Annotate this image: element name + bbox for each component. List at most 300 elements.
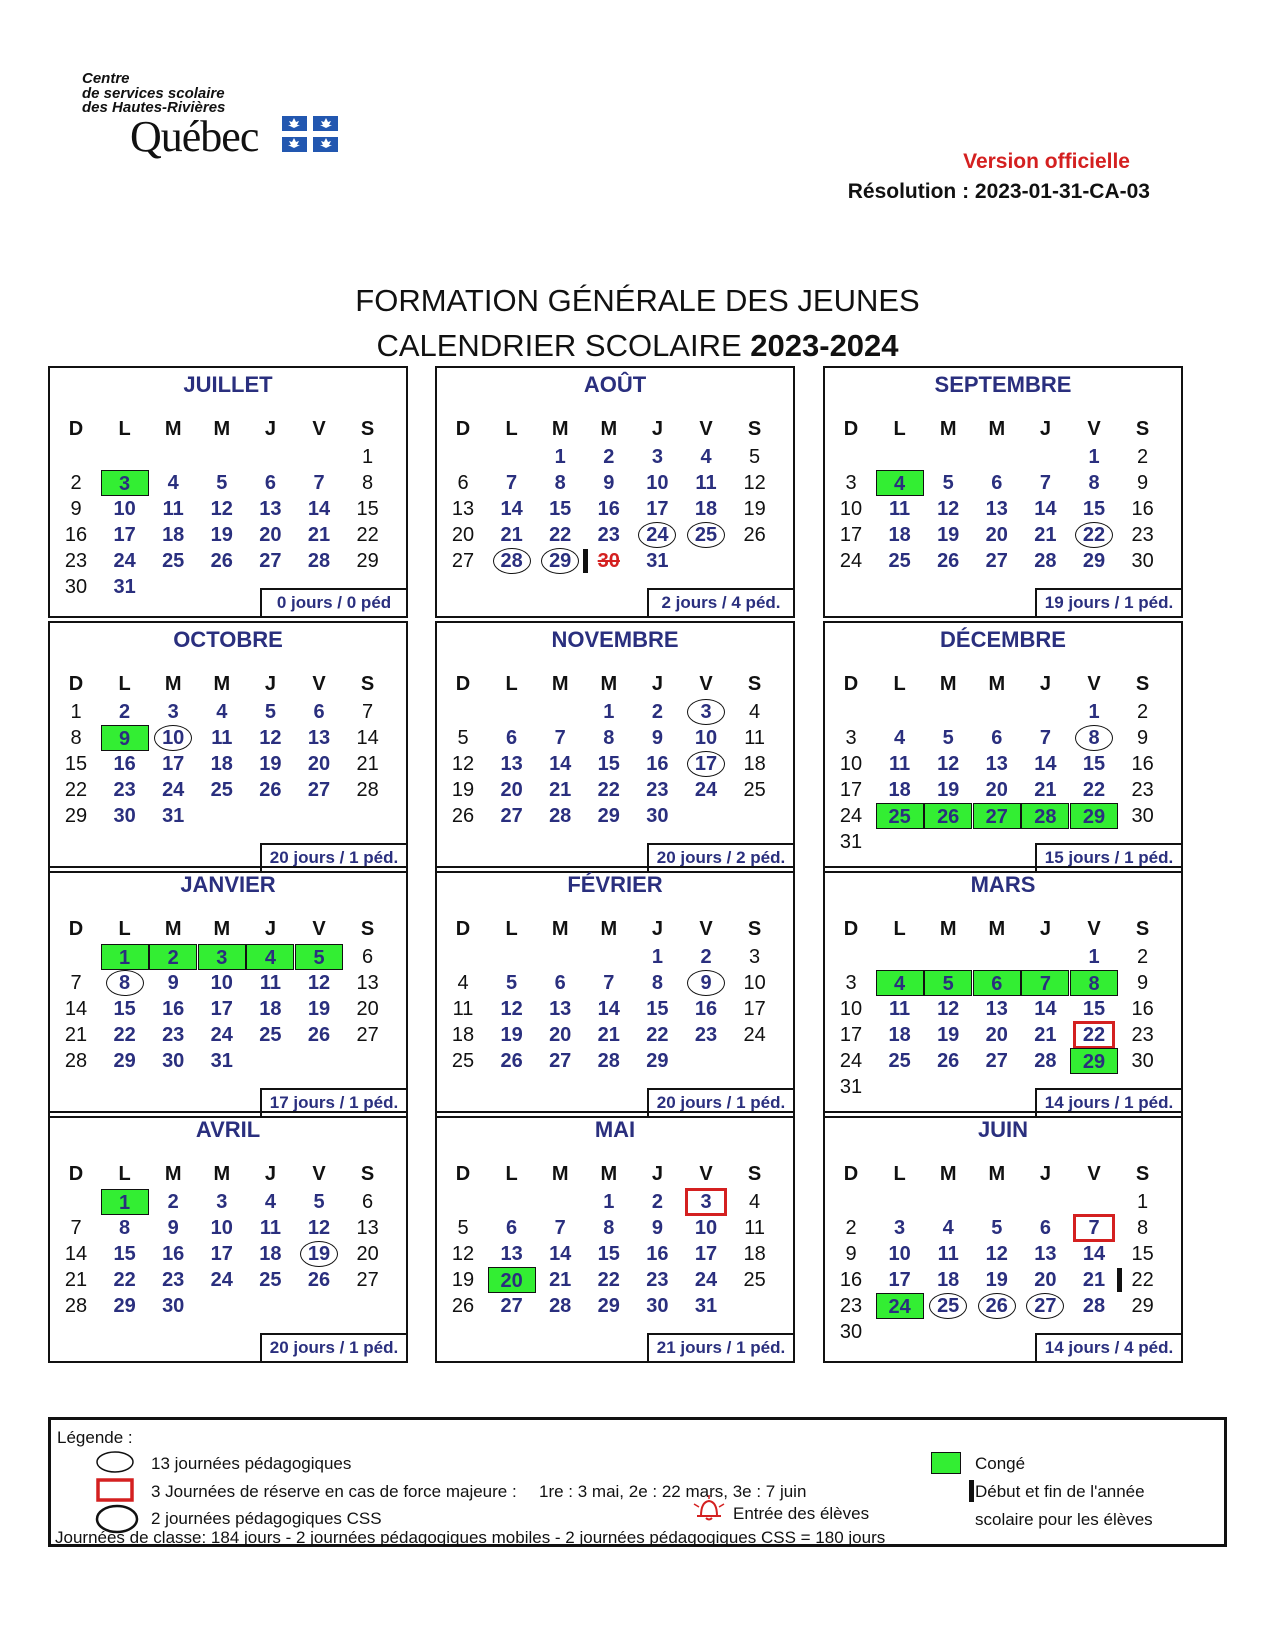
day-cell: 30 — [1131, 550, 1154, 572]
day-cell: 16 — [694, 998, 718, 1020]
day-cell: 24 — [162, 779, 185, 801]
weekday-header: M — [939, 918, 957, 940]
month-box — [823, 366, 1183, 618]
day-cell: 11 — [259, 1217, 281, 1239]
day-cell: 20 — [259, 524, 282, 546]
day-cell: 4 — [216, 701, 228, 723]
day-cell: 6 — [362, 946, 374, 968]
day-cell: 21 — [1082, 1269, 1106, 1291]
day-cell: 15 — [1082, 753, 1106, 775]
month-box — [48, 366, 408, 618]
day-cell: 28 — [549, 805, 572, 827]
day-cell: 22 — [356, 524, 379, 546]
day-cell: 3 — [749, 946, 761, 968]
day-cell: 13 — [549, 998, 572, 1020]
day-cell: 5 — [313, 1191, 325, 1213]
day-cell: 12 — [500, 998, 523, 1020]
day-cell: 29 — [64, 805, 88, 827]
day-cell: 15 — [113, 998, 136, 1020]
day-cell: 26 — [259, 779, 282, 801]
day-cell: 30 — [597, 550, 620, 572]
weekday-header: J — [651, 673, 663, 695]
day-cell: 1 — [70, 701, 82, 723]
day-cell: 1 — [554, 446, 566, 468]
day-cell: 13 — [1034, 1243, 1057, 1265]
day-cell: 2 — [1137, 946, 1149, 968]
day-cell: 2 — [1137, 701, 1149, 723]
day-cell: 17 — [113, 524, 136, 546]
day-cell: 11 — [211, 727, 233, 749]
day-cell: 6 — [991, 727, 1003, 749]
day-cell: 27 — [1021, 1293, 1069, 1319]
day-cell: 21 — [1034, 524, 1057, 546]
day-cell: 20 — [985, 1024, 1008, 1046]
day-cell: 9 — [101, 725, 149, 751]
day-cell: 13 — [985, 498, 1008, 520]
month-box — [435, 366, 795, 618]
month-name: NOVEMBRE — [551, 627, 679, 652]
day-cell: 3 — [845, 472, 857, 494]
weekday-header: D — [843, 418, 859, 440]
day-cell: 7 — [1070, 1215, 1118, 1241]
legend-debut-fin-2: scolaire pour les élèves — [975, 1510, 1153, 1529]
weekday-header: L — [893, 1163, 906, 1185]
day-cell: 28 — [1082, 1295, 1106, 1317]
day-cell: 26 — [451, 805, 475, 827]
day-cell: 12 — [307, 972, 331, 994]
day-cell: 1 — [651, 946, 663, 968]
day-cell: 25 — [888, 1050, 911, 1072]
quebec-flag-icon — [282, 116, 338, 152]
day-cell: 16 — [1131, 998, 1154, 1020]
month-box — [823, 866, 1183, 1118]
day-cell: 20 — [1034, 1269, 1057, 1291]
weekday-header: S — [1135, 1163, 1150, 1185]
weekday-header: D — [68, 418, 84, 440]
day-cell: 4 — [876, 470, 924, 496]
day-cell: 18 — [259, 998, 282, 1020]
day-cell: 19 — [937, 779, 960, 801]
day-cell: 22 — [113, 1024, 136, 1046]
day-cell: 6 — [554, 972, 566, 994]
day-cell: 5 — [942, 727, 954, 749]
day-cell: 25 — [888, 550, 911, 572]
day-cell: 3 — [682, 1189, 730, 1215]
day-cell: 23 — [64, 550, 88, 572]
day-cell: 13 — [985, 998, 1008, 1020]
day-cell: 29 — [1131, 1295, 1154, 1317]
day-cell: 21 — [549, 779, 572, 801]
day-cell: 26 — [451, 1295, 475, 1317]
day-cell: 10 — [646, 472, 669, 494]
day-cell: 7 — [313, 472, 325, 494]
day-cell: 4 — [700, 446, 712, 468]
day-cell: 18 — [888, 779, 911, 801]
day-cell: 23 — [162, 1024, 185, 1046]
day-cell: 24 — [839, 550, 863, 572]
month-summary: 14 jours / 1 péd. — [1035, 1088, 1183, 1118]
day-cell: 5 — [991, 1217, 1003, 1239]
weekday-header: M — [213, 918, 231, 940]
day-cell: 2 — [149, 944, 197, 970]
day-cell: 13 — [451, 498, 475, 520]
day-cell: 27 — [500, 1295, 523, 1317]
day-cell: 25 — [451, 1050, 475, 1072]
day-cell: 2 — [700, 946, 712, 968]
day-cell: 23 — [839, 1295, 863, 1317]
day-cell: 14 — [549, 753, 572, 775]
day-cell: 25 — [876, 803, 924, 829]
day-cell: 31 — [839, 1076, 863, 1098]
day-cell: 28 — [1021, 803, 1069, 829]
day-cell: 4 — [749, 1191, 761, 1213]
day-cell: 11 — [889, 998, 911, 1020]
day-cell: 29 — [597, 1295, 620, 1317]
day-cell: 28 — [307, 550, 331, 572]
day-cell: 9 — [167, 972, 179, 994]
day-cell: 15 — [597, 753, 620, 775]
day-cell: 20 — [985, 524, 1008, 546]
weekday-header: S — [1135, 673, 1150, 695]
day-cell: 18 — [451, 1024, 475, 1046]
day-cell: 3 — [101, 470, 149, 496]
day-cell: 10 — [210, 1217, 233, 1239]
day-cell: 8 — [603, 727, 615, 749]
day-cell: 1 — [362, 446, 374, 468]
day-cell: 9 — [651, 1217, 663, 1239]
day-cell: 21 — [1034, 779, 1057, 801]
day-cell: 7 — [70, 1217, 82, 1239]
day-cell: 5 — [457, 727, 469, 749]
day-cell: 20 — [356, 1243, 379, 1265]
weekday-header: M — [551, 918, 569, 940]
day-cell: 23 — [646, 779, 669, 801]
day-cell: 30 — [113, 805, 136, 827]
day-cell: 7 — [603, 972, 615, 994]
day-cell: 29 — [536, 548, 584, 574]
day-cell: 26 — [210, 550, 233, 572]
day-cell: 27 — [356, 1269, 379, 1291]
weekday-header: M — [988, 1163, 1006, 1185]
day-cell: 27 — [451, 550, 475, 572]
weekday-header: J — [1039, 918, 1051, 940]
weekday-header: M — [600, 418, 618, 440]
day-cell: 31 — [210, 1050, 233, 1072]
day-cell: 2 — [845, 1217, 857, 1239]
day-cell: 28 — [597, 1050, 620, 1072]
day-cell: 24 — [839, 805, 863, 827]
day-cell: 5 — [457, 1217, 469, 1239]
weekday-header: L — [893, 918, 906, 940]
day-cell: 17 — [694, 1243, 718, 1265]
day-cell: 8 — [101, 970, 149, 996]
weekday-header: M — [600, 1163, 618, 1185]
day-cell: 23 — [1131, 779, 1154, 801]
month-summary: 20 jours / 1 péd. — [260, 843, 408, 873]
month-name: JANVIER — [180, 872, 276, 897]
day-cell: 19 — [743, 498, 766, 520]
day-cell: 5 — [506, 972, 518, 994]
weekday-header: M — [551, 1163, 569, 1185]
day-cell: 22 — [597, 779, 620, 801]
day-cell: 24 — [210, 1024, 233, 1046]
month-box — [48, 866, 408, 1118]
day-cell: 8 — [1070, 725, 1118, 751]
day-cell: 16 — [646, 753, 669, 775]
day-cell: 2 — [651, 1191, 663, 1213]
month-summary: 20 jours / 1 péd. — [647, 1088, 795, 1118]
day-cell: 10 — [743, 972, 766, 994]
day-cell: 11 — [889, 753, 911, 775]
logo — [82, 70, 259, 161]
day-cell: 10 — [888, 1243, 911, 1265]
day-cell: 30 — [839, 1321, 863, 1343]
day-cell: 31 — [694, 1295, 718, 1317]
weekday-header: S — [747, 918, 762, 940]
weekday-header: D — [843, 673, 859, 695]
day-cell: 4 — [749, 701, 761, 723]
day-cell: 9 — [167, 1217, 179, 1239]
day-cell: 11 — [937, 1243, 959, 1265]
legend-reserve: 3 Journées de réserve en cas de force majeure : — [151, 1482, 517, 1501]
day-cell: 29 — [597, 805, 620, 827]
weekday-header: S — [747, 673, 762, 695]
day-cell: 9 — [70, 498, 82, 520]
day-cell: 27 — [985, 550, 1008, 572]
day-cell: 1 — [101, 944, 149, 970]
day-cell: 22 — [1082, 779, 1106, 801]
day-cell: 7 — [70, 972, 82, 994]
day-cell: 4 — [246, 944, 294, 970]
month-summary: 15 jours / 1 péd. — [1035, 843, 1183, 873]
day-cell: 28 — [1034, 1050, 1057, 1072]
day-cell: 22 — [1070, 522, 1118, 548]
legend-entree: Entrée des élèves — [733, 1504, 870, 1523]
weekday-header: D — [455, 918, 471, 940]
day-cell: 21 — [549, 1269, 572, 1291]
day-cell: 24 — [694, 1269, 718, 1291]
day-cell: 19 — [937, 1024, 960, 1046]
day-cell: 6 — [264, 472, 276, 494]
day-cell: 19 — [451, 1269, 475, 1291]
day-cell: 12 — [985, 1243, 1008, 1265]
weekday-header: V — [312, 918, 326, 940]
day-cell: 28 — [1034, 550, 1057, 572]
month-name: MAI — [594, 1117, 636, 1142]
day-cell: 26 — [307, 1269, 331, 1291]
day-cell: 10 — [113, 498, 136, 520]
day-cell: 25 — [210, 779, 233, 801]
day-cell: 7 — [362, 701, 374, 723]
day-cell: 14 — [1034, 498, 1057, 520]
day-cell: 11 — [162, 498, 184, 520]
day-cell: 17 — [646, 498, 669, 520]
day-cell: 15 — [1082, 998, 1106, 1020]
day-cell: 4 — [894, 727, 906, 749]
day-cell: 28 — [64, 1050, 88, 1072]
day-cell: 9 — [651, 727, 663, 749]
month-name: JUIN — [977, 1117, 1029, 1142]
day-cell: 2 — [1137, 446, 1149, 468]
day-cell: 22 — [1070, 1022, 1118, 1048]
day-cell: 20 — [985, 779, 1008, 801]
weekday-header: V — [1087, 418, 1101, 440]
bell-icon — [691, 1494, 727, 1522]
weekday-header: S — [360, 673, 375, 695]
day-cell: 25 — [924, 1293, 972, 1319]
day-cell: 22 — [113, 1269, 136, 1291]
day-cell: 6 — [457, 472, 469, 494]
weekday-header: S — [747, 1163, 762, 1185]
day-cell: 5 — [942, 472, 954, 494]
day-cell: 10 — [694, 1217, 718, 1239]
day-cell: 18 — [743, 753, 766, 775]
day-cell: 2 — [167, 1191, 179, 1213]
day-cell: 25 — [743, 1269, 766, 1291]
day-cell: 29 — [356, 550, 379, 572]
weekday-header: J — [1039, 1163, 1051, 1185]
day-cell: 13 — [500, 753, 523, 775]
weekday-header: L — [505, 918, 518, 940]
day-cell: 24 — [876, 1293, 924, 1319]
day-cell: 1 — [1088, 701, 1100, 723]
day-cell: 14 — [1034, 753, 1057, 775]
day-cell: 5 — [749, 446, 761, 468]
day-cell: 29 — [113, 1050, 136, 1072]
day-cell: 28 — [356, 779, 379, 801]
day-cell: 30 — [646, 1295, 669, 1317]
day-cell: 2 — [119, 701, 131, 723]
day-cell: 21 — [500, 524, 523, 546]
day-cell: 16 — [113, 753, 136, 775]
weekday-header: D — [68, 1163, 84, 1185]
day-cell: 14 — [307, 498, 331, 520]
day-cell: 8 — [1088, 472, 1100, 494]
weekday-header: J — [1039, 673, 1051, 695]
weekday-header: L — [893, 418, 906, 440]
day-cell: 6 — [1039, 1217, 1051, 1239]
weekday-header: J — [264, 918, 276, 940]
day-cell: 16 — [597, 498, 620, 520]
day-cell: 7 — [506, 472, 518, 494]
weekday-header: D — [455, 673, 471, 695]
org-name-line1: Centre — [82, 70, 130, 87]
month-box — [435, 1111, 795, 1363]
weekday-header: D — [68, 918, 84, 940]
day-cell: 18 — [210, 753, 233, 775]
day-cell: 18 — [888, 1024, 911, 1046]
day-cell: 13 — [356, 1217, 379, 1239]
day-cell: 4 — [167, 472, 179, 494]
day-cell: 20 — [549, 1024, 572, 1046]
day-cell: 26 — [937, 1050, 960, 1072]
weekday-header: L — [505, 673, 518, 695]
day-cell: 15 — [64, 753, 88, 775]
day-cell: 11 — [259, 972, 281, 994]
day-cell: 7 — [1039, 472, 1051, 494]
weekday-header: M — [600, 918, 618, 940]
day-cell: 17 — [210, 1243, 233, 1265]
weekday-header: J — [651, 1163, 663, 1185]
legend-title: Légende : — [57, 1428, 133, 1447]
day-cell: 10 — [839, 998, 863, 1020]
weekday-header: L — [118, 1163, 131, 1185]
day-cell: 3 — [845, 727, 857, 749]
day-cell: 18 — [259, 1243, 282, 1265]
day-cell: 10 — [149, 725, 197, 751]
day-cell: 24 — [694, 779, 718, 801]
day-cell: 29 — [646, 1050, 669, 1072]
day-cell: 14 — [64, 1243, 88, 1265]
day-cell: 3 — [894, 1217, 906, 1239]
day-cell: 11 — [452, 998, 474, 1020]
day-cell: 17 — [743, 998, 766, 1020]
day-cell: 10 — [839, 498, 863, 520]
day-cell: 16 — [64, 524, 88, 546]
day-cell: 27 — [985, 1050, 1008, 1072]
day-cell: 24 — [839, 1050, 863, 1072]
day-cell: 6 — [506, 727, 518, 749]
school-year-bar — [583, 549, 588, 573]
day-cell: 25 — [259, 1269, 282, 1291]
day-cell: 16 — [1131, 753, 1154, 775]
day-cell: 2 — [70, 472, 82, 494]
day-cell: 26 — [500, 1050, 523, 1072]
day-cell: 19 — [500, 1024, 523, 1046]
day-cell: 15 — [356, 498, 379, 520]
weekday-header: S — [360, 918, 375, 940]
day-cell: 14 — [1082, 1243, 1106, 1265]
month-box — [823, 1111, 1183, 1363]
day-cell: 15 — [597, 1243, 620, 1265]
day-cell: 25 — [259, 1024, 282, 1046]
day-cell: 9 — [1137, 972, 1149, 994]
weekday-header: V — [1087, 1163, 1101, 1185]
month-name: AOÛT — [583, 372, 647, 397]
day-cell: 8 — [554, 472, 566, 494]
day-cell: 22 — [646, 1024, 669, 1046]
weekday-header: L — [505, 418, 518, 440]
day-cell: 27 — [549, 1050, 572, 1072]
weekday-header: V — [1087, 673, 1101, 695]
day-cell: 4 — [264, 1191, 276, 1213]
day-cell: 14 — [597, 998, 620, 1020]
weekday-header: V — [699, 918, 713, 940]
day-cell: 19 — [307, 998, 331, 1020]
day-cell: 12 — [451, 753, 475, 775]
day-cell: 24 — [210, 1269, 233, 1291]
day-cell: 28 — [64, 1295, 88, 1317]
red-box-icon — [95, 1477, 135, 1503]
day-cell: 28 — [488, 548, 536, 574]
page-title-line2 — [0, 328, 1275, 364]
day-cell: 26 — [307, 1024, 331, 1046]
day-cell: 26 — [937, 550, 960, 572]
quebec-wordmark: Québec — [130, 112, 259, 161]
month-name: JUILLET — [183, 372, 273, 397]
day-cell: 13 — [985, 753, 1008, 775]
day-cell: 30 — [1131, 1050, 1154, 1072]
day-cell: 12 — [259, 727, 282, 749]
day-cell: 13 — [356, 972, 379, 994]
day-cell: 1 — [1088, 946, 1100, 968]
day-cell: 20 — [488, 1267, 536, 1293]
weekday-header: J — [264, 418, 276, 440]
day-cell: 14 — [356, 727, 379, 749]
day-cell: 17 — [210, 998, 233, 1020]
month-summary: 14 jours / 4 péd. — [1035, 1333, 1183, 1363]
day-cell: 4 — [876, 970, 924, 996]
